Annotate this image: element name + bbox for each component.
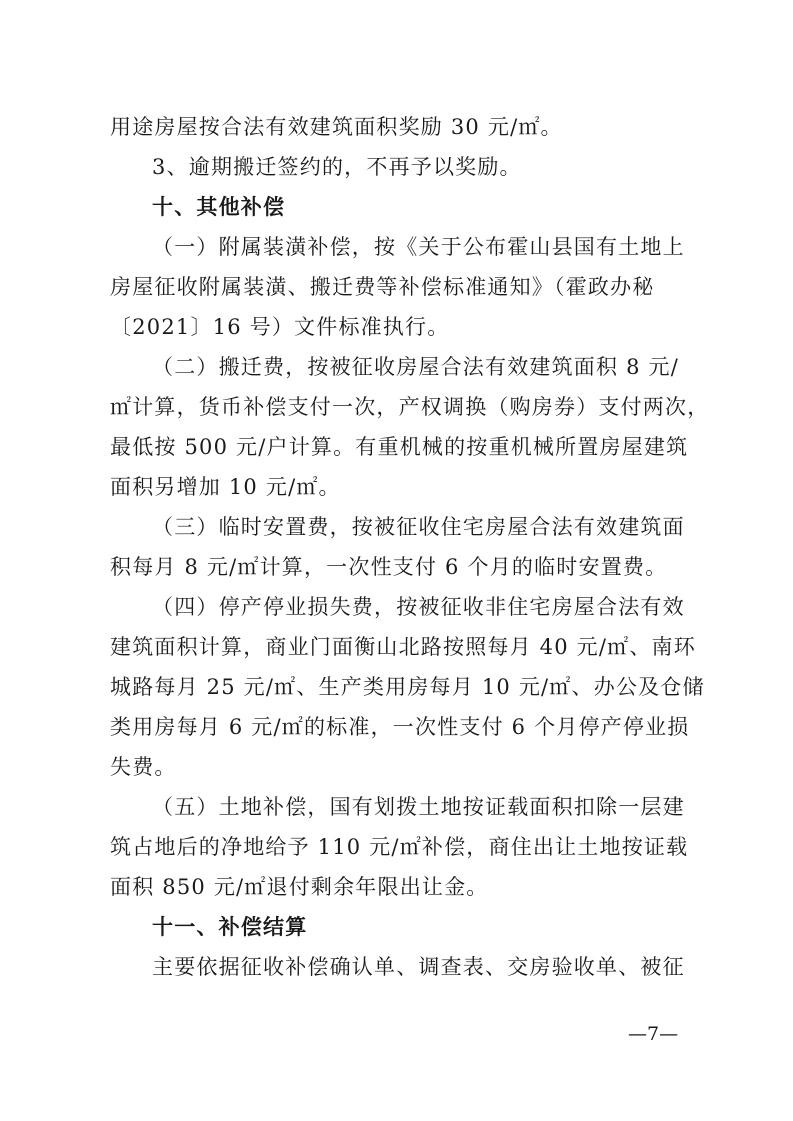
body-line: 类用房每月 6 元/㎡的标准，一次性支付 6 个月停产停业损 bbox=[110, 715, 690, 739]
page-number: —7— bbox=[628, 1023, 679, 1045]
body-line: 主要依据征收补偿确认单、调查表、交房验收单、被征 bbox=[152, 955, 685, 979]
body-line: 失费。 bbox=[110, 755, 177, 779]
body-line: 用途房屋按合法有效建筑面积奖励 30 元/㎡。 bbox=[110, 115, 563, 139]
section-heading: 十、其他补偿 bbox=[152, 195, 286, 219]
body-line: 积每月 8 元/㎡计算，一次性支付 6 个月的临时安置费。 bbox=[110, 555, 668, 579]
body-line: 建筑面积计算，商业门面衡山北路按照每月 40 元/㎡、南环 bbox=[110, 635, 696, 659]
body-line: （四）停产停业损失费，按被征收非住宅房屋合法有效 bbox=[152, 595, 685, 619]
body-line: （一）附属装潢补偿，按《关于公布霍山县国有土地上 bbox=[152, 235, 685, 259]
body-line: ㎡计算，货币补偿支付一次，产权调换（购房券）支付两次， bbox=[110, 395, 710, 419]
body-line: 3、逾期搬迁签约的，不再予以奖励。 bbox=[152, 155, 522, 179]
body-line: 房屋征收附属装潢、搬迁费等补偿标准通知》（霍政办秘 bbox=[110, 275, 655, 299]
body-line: 最低按 500 元/户计算。有重机械的按重机械所置房屋建筑 bbox=[110, 435, 689, 459]
body-line: （二）搬迁费，按被征收房屋合法有效建筑面积 8 元/ bbox=[152, 355, 679, 379]
section-heading: 十一、补偿结算 bbox=[152, 915, 308, 939]
body-line: 面积 850 元/㎡退付剩余年限出让金。 bbox=[110, 875, 489, 899]
body-line: （三）临时安置费，按被征收住宅房屋合法有效建筑面 bbox=[152, 515, 685, 539]
body-line: 筑占地后的净地给予 110 元/㎡补偿，商住出让土地按证载 bbox=[110, 835, 689, 859]
body-line: 城路每月 25 元/㎡、生产类用房每月 10 元/㎡、办公及仓储 bbox=[110, 675, 705, 699]
body-line: （五）土地补偿，国有划拨土地按证载面积扣除一层建 bbox=[152, 795, 685, 819]
body-line: 〔2021〕16 号）文件标准执行。 bbox=[110, 315, 450, 339]
body-line: 面积另增加 10 元/㎡。 bbox=[110, 475, 341, 499]
